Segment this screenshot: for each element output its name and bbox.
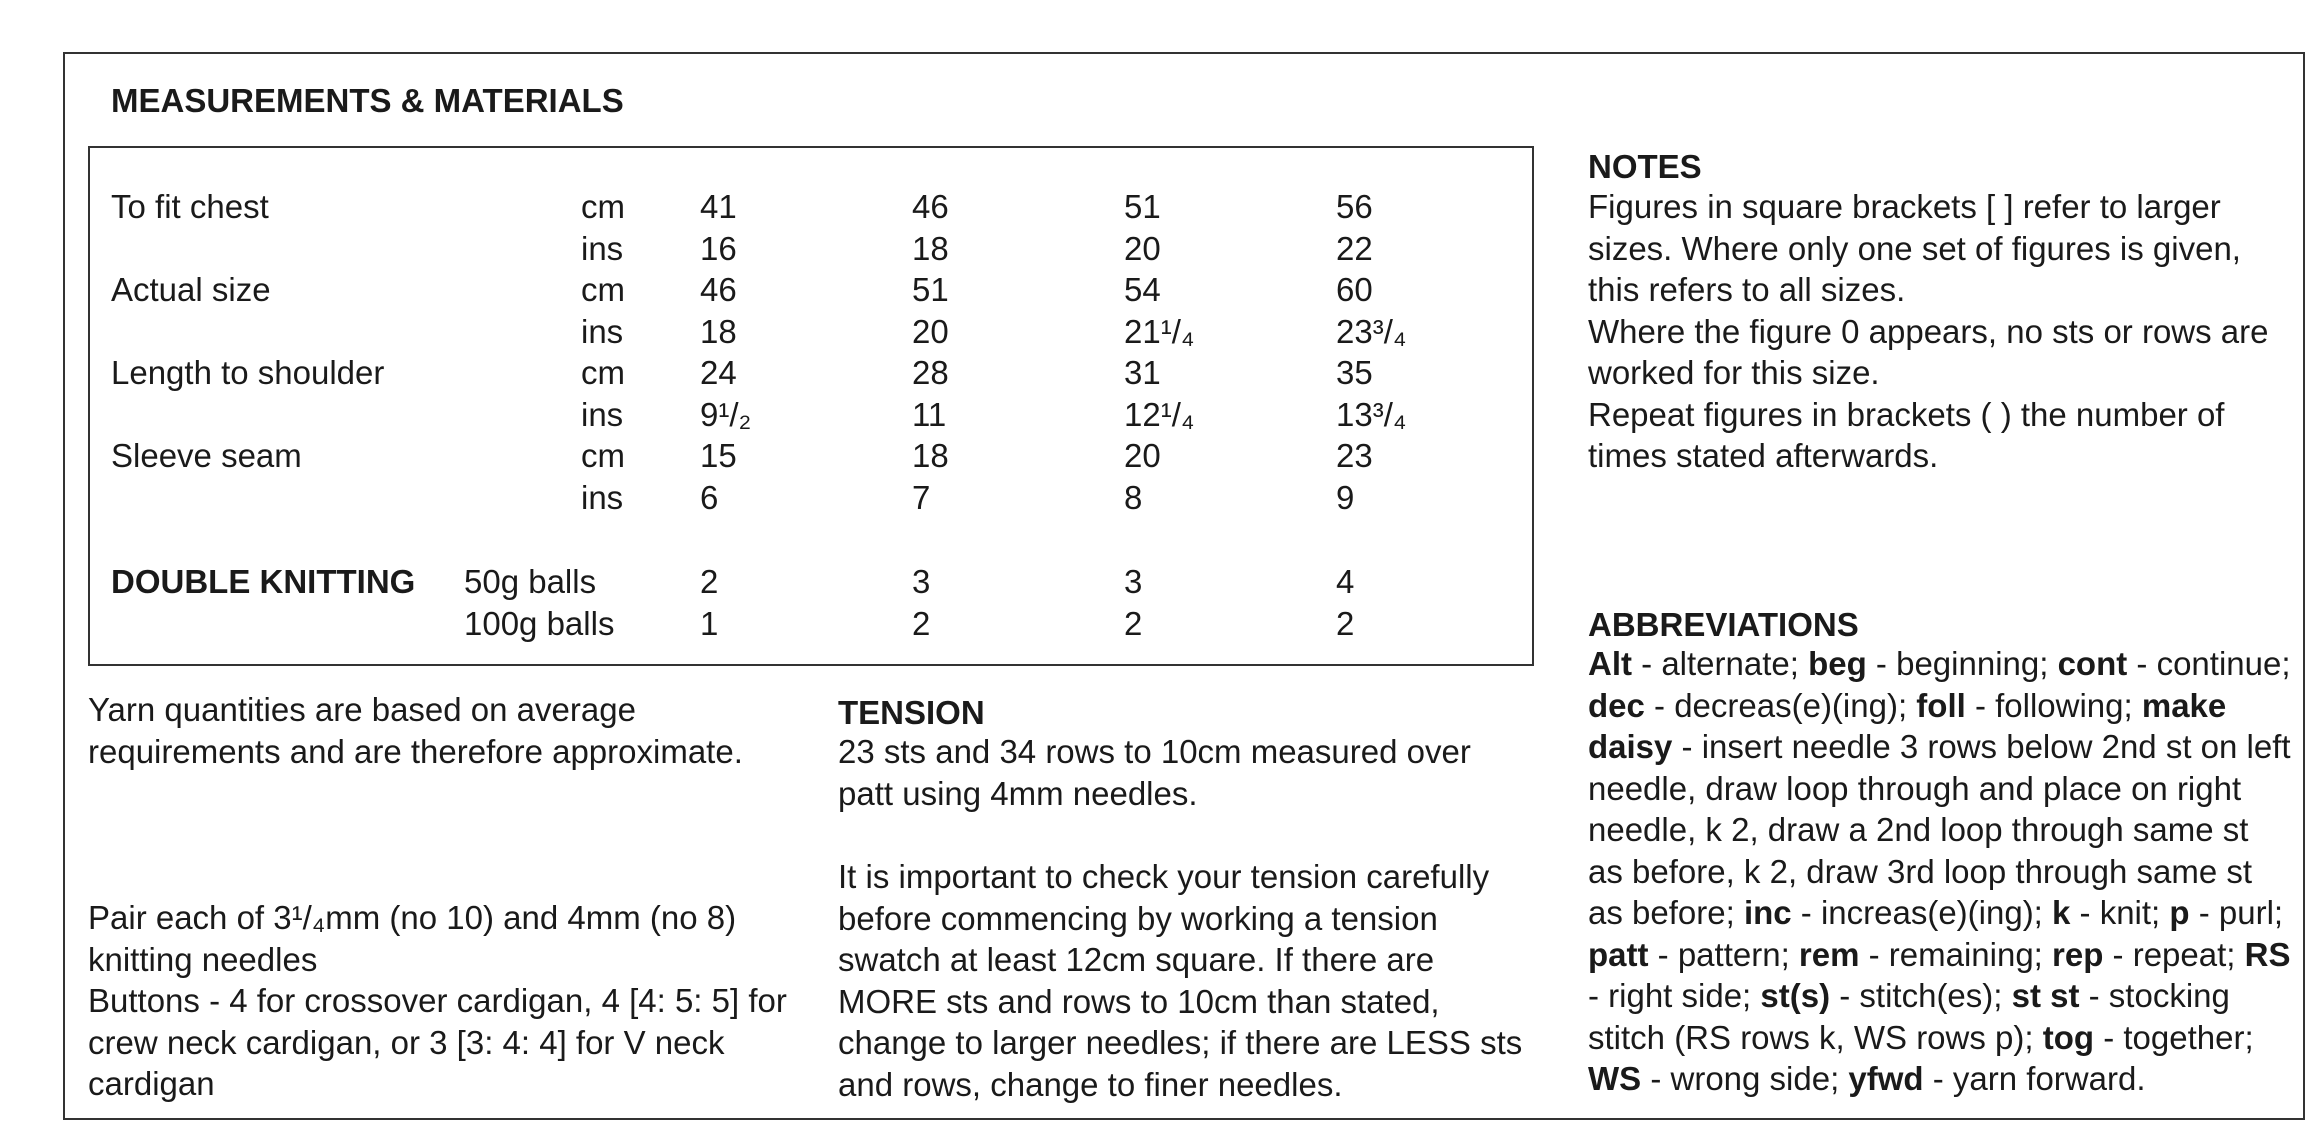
notes-line: sizes. Where only one set of figures is given, (1588, 229, 2241, 267)
measurement-value: 13³/₄ (1336, 395, 1407, 433)
abbreviation-term: rem (1798, 935, 1860, 973)
abbreviation-term: rep (2052, 935, 2104, 973)
measurement-unit: cm (581, 437, 625, 474)
measurement-value: 6 (700, 478, 719, 516)
measurement-value: 22 (1336, 229, 1373, 267)
abbreviation-definition: stitch (RS rows k, WS rows p); (1588, 1018, 2043, 1056)
yarn-quantity: 4 (1336, 563, 1355, 600)
measurement-value: 9¹/₂ (700, 395, 752, 433)
abbreviation-term: daisy (1588, 728, 1673, 765)
notes-line: Where the figure 0 appears, no sts or rows are (1588, 312, 2269, 350)
measurement-value: 23 (1336, 437, 1373, 474)
abbreviation-line (1588, 892, 2291, 934)
abbreviation-definition: - pattern; (1648, 935, 1799, 973)
materials-line: Buttons - 4 for crossover cardigan, 4 [4: 5: 5] for (88, 982, 787, 1019)
yarn-note (88, 689, 743, 772)
measurement-value: 60 (1336, 271, 1373, 308)
yarn-unit: 100g balls (464, 604, 615, 642)
measurement-unit: cm (581, 271, 625, 308)
abbreviation-term: yfwd (1848, 1060, 1924, 1097)
abbreviation-line (1588, 851, 2291, 893)
measurement-value: 8 (1124, 478, 1143, 516)
notes-text (1588, 186, 2269, 477)
abbreviation-term: st(s) (1760, 977, 1831, 1014)
abbreviation-definition: - yarn forward. (1923, 1060, 2146, 1097)
measurements-heading: MEASUREMENTS & MATERIALS (111, 82, 624, 119)
materials-line: Pair each of 3¹/₄mm (no 10) and 4mm (no 8) (88, 899, 737, 936)
abbreviation-term: st st (2011, 977, 2080, 1014)
notes-heading: NOTES (1588, 148, 1702, 185)
tension-line: patt using 4mm needles. (838, 774, 1198, 812)
yarn-quantity: 2 (912, 604, 931, 642)
abbreviation-definition: - insert needle 3 rows below 2nd st on left (1672, 728, 2291, 765)
abbreviation-term: p (2169, 894, 2190, 931)
measurement-value: 46 (700, 271, 737, 308)
measurement-value: 18 (912, 229, 949, 267)
tension-para-1 (838, 731, 1471, 814)
measurement-value: 31 (1124, 354, 1161, 391)
yarn-label: DOUBLE KNITTING (111, 563, 416, 600)
abbreviation-definition: as before; (1588, 894, 1744, 931)
abbreviation-term: tog (2042, 1018, 2095, 1056)
tension-line: change to larger needles; if there are LESS sts (838, 1024, 1523, 1061)
abbreviation-term: WS (1588, 1060, 1642, 1097)
measurement-value: 51 (1124, 188, 1161, 225)
measurement-value: 21¹/₄ (1124, 312, 1195, 350)
measurement-unit: cm (581, 354, 625, 391)
materials-line: crew neck cardigan, or 3 [3: 4: 4] for V neck (88, 1023, 725, 1061)
abbreviation-term: cont (2057, 645, 2128, 682)
abbreviation-term: beg (1808, 645, 1867, 682)
abbreviation-definition: as before, k 2, draw 3rd loop through same st (1588, 852, 2253, 890)
abbreviation-definition: - stitch(es); (1830, 977, 2012, 1014)
measurement-value: 18 (700, 312, 737, 350)
notes-line: this refers to all sizes. (1588, 271, 1906, 308)
abbreviation-definition: - alternate; (1632, 645, 1809, 682)
measurement-unit: cm (581, 188, 625, 225)
yarn-quantity: 2 (700, 563, 719, 600)
measurement-value: 12¹/₄ (1124, 395, 1195, 433)
measurement-value: 9 (1336, 478, 1355, 516)
tension-line: MORE sts and rows to 10cm than stated, (838, 982, 1440, 1020)
abbreviation-definition: - decreas(e)(ing); (1644, 686, 1917, 724)
yarn-quantity: 3 (912, 563, 931, 600)
abbreviation-term: Alt (1588, 645, 1632, 682)
abbreviation-definition: - together; (2094, 1018, 2254, 1056)
measurement-value: 20 (1124, 229, 1161, 267)
tension-line: and rows, change to finer needles. (838, 1065, 1343, 1103)
measurement-unit: ins (581, 312, 624, 350)
abbreviation-line (1588, 1058, 2291, 1100)
tension-heading: TENSION (838, 694, 985, 731)
materials-line: knitting needles (88, 940, 318, 978)
yarn-quantity: 3 (1124, 563, 1143, 600)
abbreviation-definition: - knit; (2070, 894, 2170, 931)
yarn-note-line: Yarn quantities are based on average (88, 691, 636, 728)
yarn-quantity: 2 (1336, 604, 1355, 642)
abbreviation-term: make (2141, 686, 2227, 724)
abbreviation-definition: - right side; (1588, 977, 1761, 1014)
abbreviation-definition: needle, draw loop through and place on right (1588, 769, 2242, 807)
abbreviation-line (1588, 1017, 2291, 1059)
measurement-unit: ins (581, 395, 624, 433)
measurement-value: 41 (700, 188, 737, 225)
abbreviation-line (1588, 726, 2291, 768)
measurement-unit: ins (581, 229, 624, 267)
measurement-value: 11 (912, 395, 947, 433)
measurement-value: 35 (1336, 354, 1373, 391)
measurement-label: Sleeve seam (111, 437, 302, 474)
abbreviation-term: k (2052, 894, 2071, 931)
abbreviation-line (1588, 685, 2291, 727)
yarn-quantity: 1 (700, 604, 719, 642)
abbreviation-definition: - repeat; (2103, 935, 2245, 973)
measurement-value: 20 (1124, 437, 1161, 474)
abbreviation-definition: - beginning; (1866, 645, 2058, 682)
abbreviations-text (1588, 643, 2291, 1100)
yarn-unit: 50g balls (464, 563, 597, 600)
measurement-label: Length to shoulder (111, 354, 385, 391)
notes-line: worked for this size. (1588, 354, 1880, 391)
abbreviation-line (1588, 809, 2291, 851)
notes-line: Figures in square brackets [ ] refer to larger (1588, 188, 2221, 225)
abbreviation-line (1588, 975, 2291, 1017)
abbreviation-definition: - remaining; (1859, 935, 2053, 973)
abbreviation-definition: - increas(e)(ing); (1791, 894, 2053, 931)
measurement-label: To fit chest (111, 188, 269, 225)
abbreviations-heading: ABBREVIATIONS (1588, 606, 1859, 643)
abbreviation-definition: - following; (1965, 686, 2142, 724)
measurement-value: 56 (1336, 188, 1373, 225)
materials-line: cardigan (88, 1065, 215, 1102)
measurement-value: 18 (912, 437, 949, 474)
tension-line: 23 sts and 34 rows to 10cm measured over (838, 733, 1471, 770)
abbreviation-definition: - wrong side; (1641, 1060, 1849, 1097)
abbreviation-line (1588, 643, 2291, 685)
abbreviation-term: RS (2244, 935, 2291, 973)
abbreviation-definition: - purl; (2189, 894, 2284, 931)
measurement-value: 54 (1124, 271, 1161, 308)
abbreviation-line (1588, 768, 2291, 810)
measurement-value: 24 (700, 354, 737, 391)
abbreviation-term: inc (1743, 894, 1792, 931)
materials-list (88, 897, 787, 1105)
measurement-value: 23³/₄ (1336, 312, 1407, 350)
measurement-value: 51 (912, 271, 949, 308)
tension-para-2 (838, 856, 1522, 1105)
abbreviation-line (1588, 934, 2291, 976)
measurement-value: 15 (700, 437, 737, 474)
measurement-value: 16 (700, 229, 737, 267)
tension-line: swatch at least 12cm square. If there are (838, 941, 1435, 978)
yarn-quantity: 2 (1124, 604, 1143, 642)
abbreviation-term: dec (1588, 686, 1645, 724)
yarn-note-line: requirements and are therefore approximate. (88, 732, 743, 770)
abbreviation-definition: - continue; (2127, 645, 2291, 682)
tension-line: before commencing by working a tension (838, 899, 1438, 937)
notes-line: Repeat figures in brackets ( ) the number of (1588, 395, 2225, 433)
measurement-value: 46 (912, 188, 949, 225)
abbreviation-definition: needle, k 2, draw a 2nd loop through same st (1588, 811, 2249, 848)
abbreviation-definition: - stocking (2079, 977, 2230, 1014)
measurement-value: 28 (912, 354, 949, 391)
measurement-unit: ins (581, 478, 624, 516)
abbreviation-term: foll (1916, 686, 1966, 724)
measurement-value: 20 (912, 312, 949, 350)
measurement-value: 7 (912, 478, 931, 516)
measurement-label: Actual size (111, 271, 271, 308)
tension-line: It is important to check your tension carefully (838, 858, 1490, 895)
notes-line: times stated afterwards. (1588, 437, 1939, 474)
abbreviation-term: patt (1588, 935, 1649, 973)
